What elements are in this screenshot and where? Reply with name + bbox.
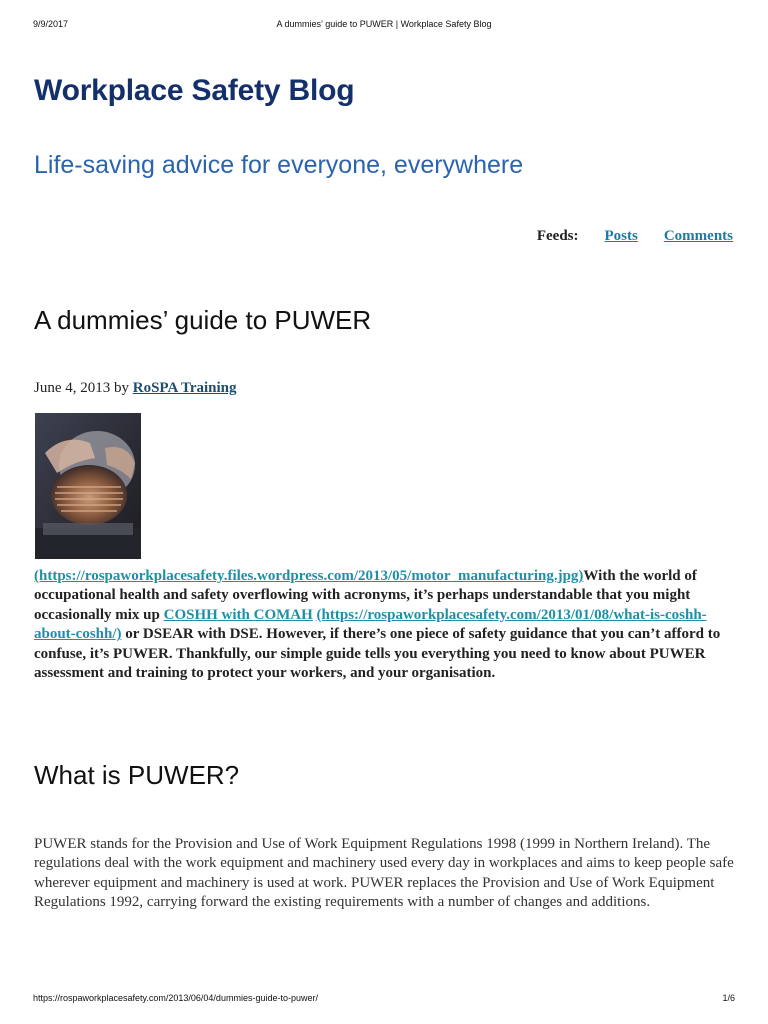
print-page-title: A dummies’ guide to PUWER | Workplace Safety Blog: [276, 19, 492, 29]
motor-image-illustration: [35, 413, 141, 559]
print-header: [33, 19, 735, 31]
site-title[interactable]: Workplace Safety Blog: [34, 74, 355, 107]
print-page-number: 1/6: [722, 993, 735, 1003]
print-url: https://rospaworkplacesafety.com/2013/06/04/dummies-guide-to-puwer/: [33, 993, 318, 1003]
image-source-link[interactable]: (https://rospaworkplacesafety.files.wordpress.com/2013/05/motor_manufacturing.jpg): [34, 568, 584, 584]
motor-manufacturing-image[interactable]: [35, 413, 141, 559]
print-date: 9/9/2017: [33, 19, 69, 29]
print-footer: [33, 993, 735, 1005]
section-heading-what-is-puwer: What is PUWER?: [34, 760, 240, 790]
site-tagline: Life-saving advice for everyone, everywhere: [34, 151, 524, 179]
byline-by: by: [114, 380, 129, 396]
feeds-comments-link[interactable]: Comments: [663, 228, 733, 244]
post-title[interactable]: A dummies’ guide to PUWER: [34, 305, 372, 335]
post-byline: [34, 380, 237, 397]
section-paragraph: PUWER stands for the Provision and Use of Work Equipment Regulations 1998 (1999 in Northern Ireland). The regulations deal with the work equipment and machinery used every day in workplaces and aims to keep people safe wherever equipment and machinery is used at work. PUWER replaces the Provision and Use of Work Equipment Regulations 1992, carrying forward the existing requirements with a number of changes and additions.: [34, 836, 734, 911]
post-intro: [34, 567, 734, 683]
feeds-bar: [537, 228, 733, 245]
feeds-posts-link[interactable]: Posts: [604, 228, 638, 244]
post-author-link[interactable]: RoSPA Training: [132, 380, 237, 396]
coshh-comah-link[interactable]: COSHH with COMAH: [163, 606, 313, 623]
coshh-link-url[interactable]: (https://rospaworkplacesafety.com/2013/01/08/what-is-coshh-about-coshh/): [34, 606, 707, 643]
post-date: June 4, 2013: [34, 380, 111, 396]
intro-text-1: With the world of occupational health and safety overflowing with acronyms, it’s perhaps understandable that you might occasionally mix up: [34, 568, 697, 623]
intro-text-2: or DSEAR with DSE. However, if there’s one piece of safety guidance that you can’t afford to confuse, it’s PUWER. Thankfully, our simple guide tells you everything you need to know about PUWER assessment and training to protect your workers, and your organisation.: [34, 626, 721, 682]
feeds-label: Feeds:: [536, 228, 579, 244]
